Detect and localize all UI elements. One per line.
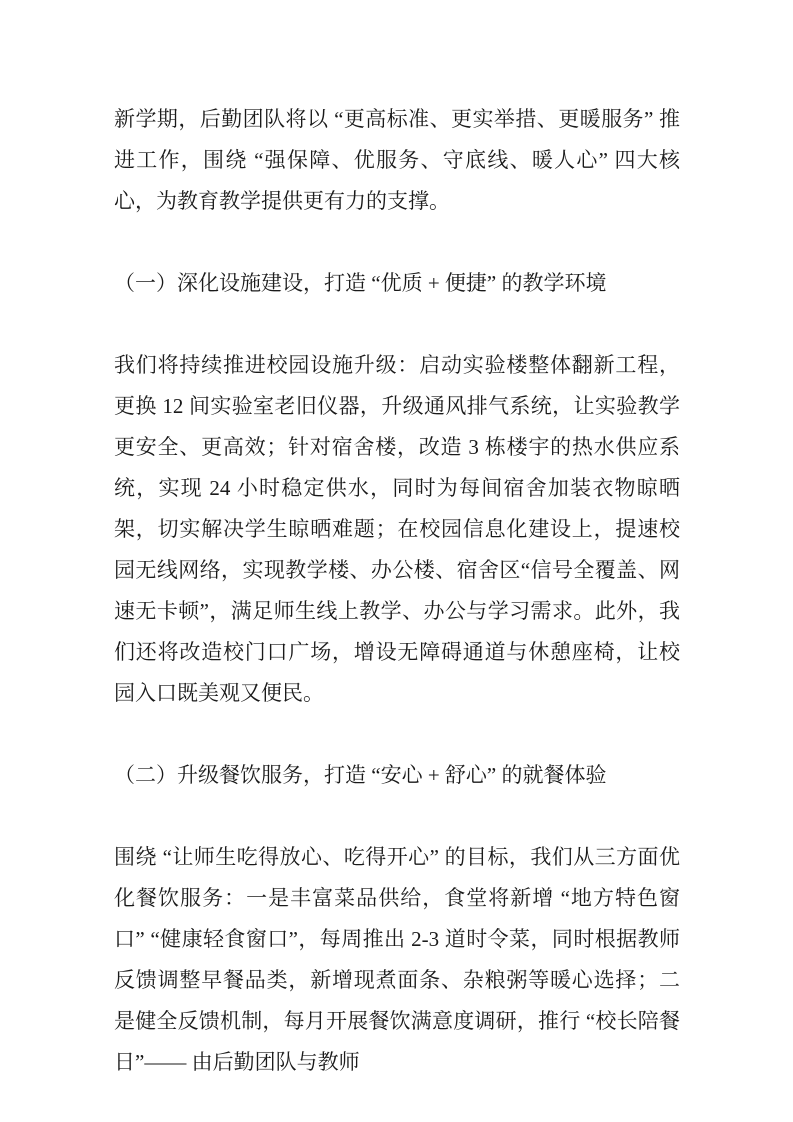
section-2-heading: （二）升级餐饮服务，打造 “安心 + 舒心” 的就餐体验 [114, 763, 607, 787]
section-1-paragraph: 我们将持续推进校园设施升级：启动实验楼整体翻新工程，更换 12 间实验室老旧仪器，升级通风排气系统，让实验教学更安全、更高效；针对宿舍楼，改造 3 栋楼宇的热水供应系统，实现 24 小时稳定供水，同时为每间宿舍加装衣物晾晒架，切实解决学生晾晒难题；在校园信息化建设上，提速校园无线网络，实现教学楼、办公楼、宿舍区“信号全覆盖、网速无卡顿”，满足师生线上教学、办公与学习需求。此外，我们还将改造校门口广场，增设无障碍通道与休憩座椅，让校园入口既美观又便民。 [114, 353, 680, 705]
section-1-heading: （一）深化设施建设，打造 “优质 + 便捷” 的教学环境 [114, 271, 607, 295]
intro-paragraph: 新学期，后勤团队将以 “更高标准、更实举措、更暖服务” 推进工作，围绕 “强保障、优服务、守底线、暖人心” 四大核心，为教育教学提供更有力的支撑。 [114, 107, 680, 213]
document-body [114, 99, 680, 1083]
section-2-paragraph: 围绕 “让师生吃得放心、吃得开心” 的目标，我们从三方面优化餐饮服务：一是丰富菜品供给，食堂将新增 “地方特色窗口” “健康轻食窗口”，每周推出 2-3 道时令菜，同时根据教师反馈调整早餐品类，新增现煮面条、杂粮粥等暖心选择；二是健全反馈机制，每月开展餐饮满意度调研，推行 “校长陪餐日”—— 由后勤团队与教师 [114, 845, 680, 1074]
